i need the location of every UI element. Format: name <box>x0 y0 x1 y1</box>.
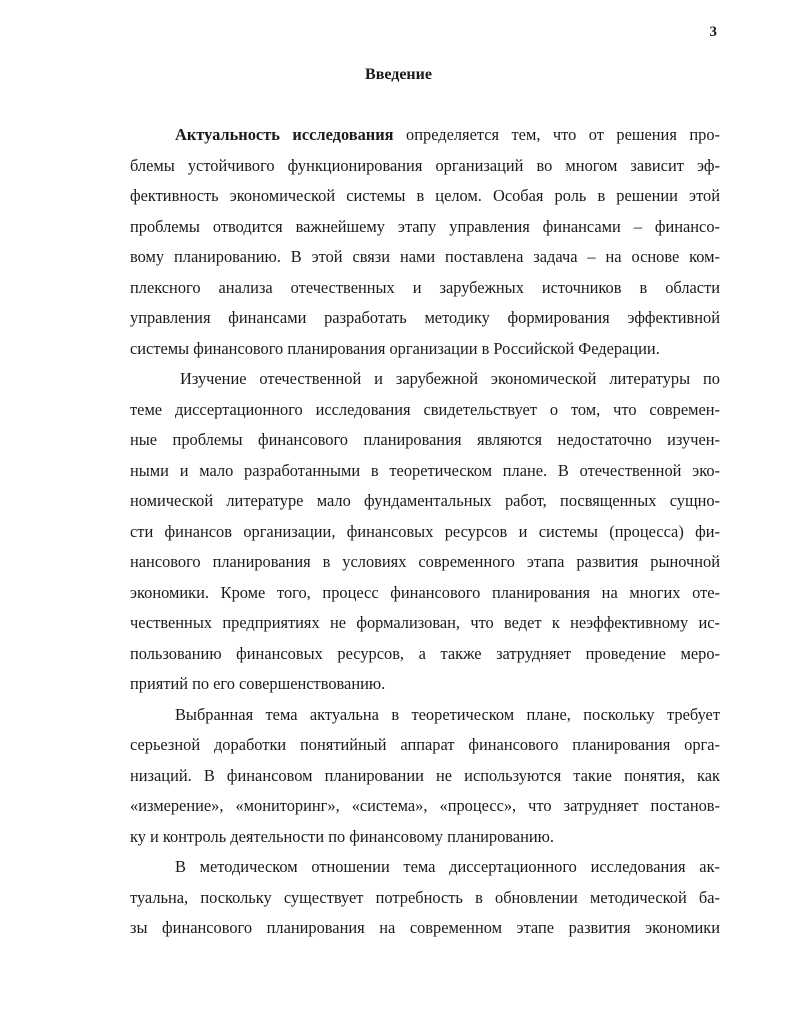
paragraph-1-line-3: фективность экономической системы в целом. Особая роль в решении этой <box>130 186 720 205</box>
paragraph-2-line-2: теме диссертационного исследования свидетельствует о том, что современ- <box>130 399 720 419</box>
paragraph-2-line-6: сти финансов организации, финансовых ресурсов и системы (процесса) фи- <box>130 521 720 541</box>
page-number: 3 <box>709 24 717 40</box>
paragraph-1-line-8: системы финансового планирования организации в Российской Федерации. <box>130 338 660 358</box>
paragraph-1-line-2: блемы устойчивого функционирования организаций во многом зависит эф- <box>130 155 720 175</box>
paragraph-2-line-4: ными и мало разработанными в теоретическом плане. В отечественной эко- <box>130 460 720 480</box>
paragraph-2-line-3: ные проблемы финансового планирования являются недостаточно изучен- <box>130 430 720 449</box>
paragraph-2-line-8: экономики. Кроме того, процесс финансового планирования на многих оте- <box>130 582 720 602</box>
paragraph-4-line-2: туальна, поскольку существует потребность в обновлении методической ба- <box>130 887 720 907</box>
paragraph-2-line-10: пользованию финансовых ресурсов, а также затрудняет проведение меро- <box>130 643 720 663</box>
paragraph-2-line-9: чественных предприятиях не формализован, что ведет к неэффективному ис- <box>130 613 720 632</box>
paragraph-3-line-2: серьезной доработки понятийный аппарат финансового планирования орга- <box>130 735 720 754</box>
page-title: Введение <box>365 66 432 83</box>
paragraph-3-line-4: «измерение», «мониторинг», «система», «процесс», что затрудняет постанов- <box>130 796 720 815</box>
paragraph-1-line-6: плексного анализа отечественных и зарубежных источников в области <box>130 277 720 297</box>
paragraph-1-line-1-text: определяется тем, что от решения про- <box>393 125 720 144</box>
paragraph-1-line-1 <box>130 120 720 151</box>
paragraph-1-lead: Актуальность исследования <box>175 125 394 144</box>
paragraph-1-line-7: управления финансами разработать методику формирования эффективной <box>130 308 720 327</box>
paragraph-3-line-5: ку и контроль деятельности по финансовому планированию. <box>130 826 554 846</box>
paragraph-2-line-1: Изучение отечественной и зарубежной экономической литературы по <box>180 369 720 388</box>
body-text <box>130 120 720 944</box>
paragraph-1-line-4: проблемы отводится важнейшему этапу управления финансами – финансо- <box>130 216 720 236</box>
paragraph-2-line-11: приятий по его совершенствованию. <box>130 674 386 693</box>
paragraph-2-line-5: номической литературе мало фундаментальных работ, посвященных сущно- <box>130 491 720 510</box>
paragraph-2-line-7: нансового планирования в условиях современного этапа развития рыночной <box>130 552 720 571</box>
paragraph-3-line-1: Выбранная тема актуальна в теоретическом плане, поскольку требует <box>175 704 720 724</box>
paragraph-4-line-3: зы финансового планирования на современном этапе развития экономики <box>130 918 720 937</box>
paragraph-1-line-5: вому планированию. В этой связи нами поставлена задача – на основе ком- <box>130 247 720 266</box>
paragraph-3-line-3: низаций. В финансовом планировании не используются такие понятия, как <box>130 765 720 785</box>
paragraph-4-line-1: В методическом отношении тема диссертационного исследования ак- <box>175 857 720 876</box>
